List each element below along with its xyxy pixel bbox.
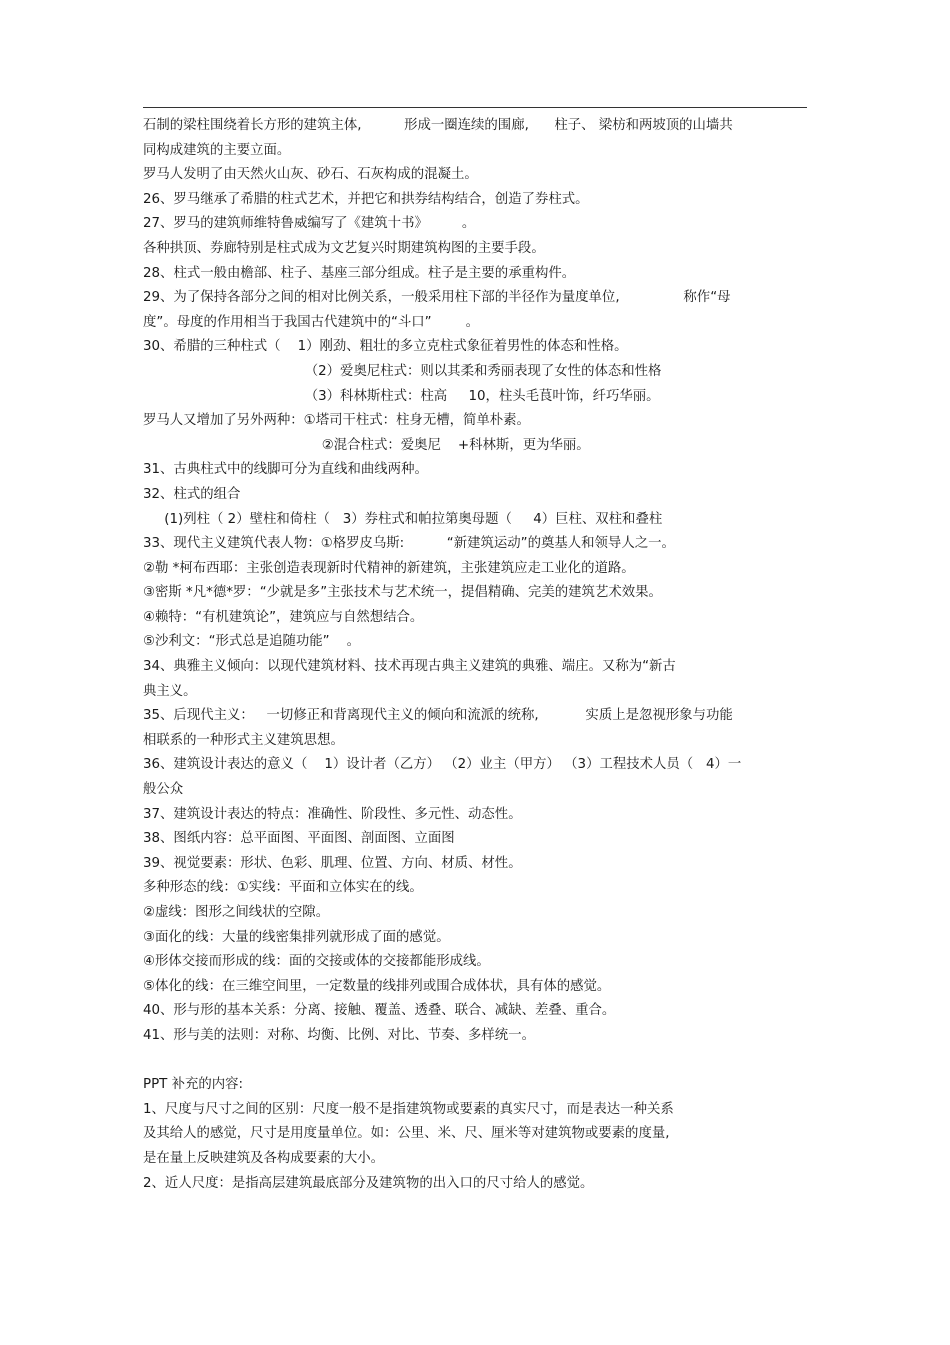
text-line: 31、古典柱式中的线脚可分为直线和曲线两种。 [143, 462, 428, 478]
text-line: 38、图纸内容：总平面图、平面图、剖面图、立面图 [143, 831, 455, 847]
text-line: 同构成建筑的主要立面。 [143, 142, 291, 158]
text-line: 34、典雅主义倾向：以现代建筑材料、技术再现古典主义建筑的典雅、端庄。又称为“新古 [143, 659, 676, 675]
text-line: 石制的梁柱围绕着长方形的建筑主体, 形成一圈连续的围廊, 柱子、 梁枋和两坡顶的山墙共 [143, 118, 733, 133]
text-line: 29、为了保持各部分之间的相对比例关系，一般采用柱下部的半径作为量度单位, 称作“母 [143, 290, 731, 306]
text-line: 相联系的一种形式主义建筑思想。 [143, 732, 344, 748]
text-line: ③面化的线：大量的线密集排列就形成了面的感觉。 [143, 929, 450, 945]
text-line: 罗马人发明了由天然火山灰、砂石、石灰构成的混凝土。 [143, 167, 478, 183]
text-line: ②勒 *柯布西耶：主张创造表现新时代精神的新建筑，主张建筑应走工业化的道路。 [143, 560, 635, 576]
text-line: ②虚线：图形之间线状的空隙。 [143, 905, 330, 920]
text-line: （3）科林斯柱式：柱高 10，柱头毛茛叶饰，纤巧华丽。 [143, 388, 660, 404]
text-line: ④赖特：“有机建筑论”，建筑应与自然想结合。 [143, 609, 424, 625]
text-line: 32、柱式的组合 [143, 486, 241, 502]
text-line: 多种形态的线：①实线：平面和立体实在的线。 [143, 880, 423, 896]
text-line: 36、建筑设计表达的意义（ 1）设计者（乙方） （2）业主（甲方） （3）工程技术人员（ 4）一 [143, 757, 742, 773]
text-line: 度”。母度的作用相当于我国古代建筑中的“斗口” 。 [143, 314, 480, 330]
text-line: 37、建筑设计表达的特点：准确性、阶段性、多元性、动态性。 [143, 806, 522, 822]
text-line: 33、现代主义建筑代表人物：①格罗皮乌斯: “新建筑运动”的奠基人和领导人之一。 [143, 536, 675, 552]
text-line: 是在量上反映建筑及各构成要素的大小。 [143, 1150, 385, 1166]
text-line: 39、视觉要素：形状、色彩、肌理、位置、方向、材质、材性。 [143, 855, 522, 871]
text-line: (1)列柱（ 2）壁柱和倚柱（ 3）券柱式和帕拉第奥母题（ 4）巨柱、双柱和叠柱 [143, 511, 663, 527]
text-line: ④形体交接而形成的线：面的交接或体的交接都能形成线。 [143, 954, 490, 970]
text-line: 28、柱式一般由檐部、柱子、基座三部分组成。柱子是主要的承重构件。 [143, 265, 576, 281]
blank-line [143, 1049, 807, 1074]
text-line: 罗马人又增加了另外两种：①塔司干柱式：柱身无槽，简单朴素。 [143, 413, 530, 429]
text-line: 41、形与美的法则：对称、均衡、比例、对比、节奏、多样统一。 [143, 1027, 535, 1043]
text-line: ②混合柱式：爱奥尼 +科林斯，更为华丽。 [143, 437, 590, 453]
text-line: 35、后现代主义： 一切修正和背离现代主义的倾向和流派的统称, 实质上是忽视形象与功能 [143, 708, 733, 724]
text-line: 1、尺度与尺寸之间的区别：尺度一般不是指建筑物或要素的真实尺寸，而是表达一种关系 [143, 1101, 674, 1117]
text-line: ⑤沙利文：“形式总是追随功能” 。 [143, 634, 360, 650]
text-line: （2）爱奥尼柱式：则以其柔和秀丽表现了女性的体态和性格 [143, 363, 662, 379]
text-line: 27、罗马的建筑师维特鲁威编写了《建筑十书》 。 [143, 216, 476, 232]
text-line: 各种拱顶、券廊特别是柱式成为文艺复兴时期建筑构图的主要手段。 [143, 240, 545, 256]
text-line: 2、近人尺度：是指高层建筑最底部分及建筑物的出入口的尺寸给人的感觉。 [143, 1175, 594, 1191]
text-line: 及其给人的感觉，尺寸是用度量单位。如：公里、米、尺、厘米等对建筑物或要素的度量, [143, 1126, 670, 1142]
text-line: 典主义。 [143, 683, 197, 699]
text-line: 般公众 [143, 782, 184, 798]
document-body [143, 114, 807, 1196]
text-line: 30、希腊的三种柱式（ 1）刚劲、粗壮的多立克柱式象征着男性的体态和性格。 [143, 339, 628, 355]
text-line: ⑤体化的线：在三维空间里，一定数量的线排列或围合成体状，具有体的感觉。 [143, 978, 611, 994]
text-line: 40、形与形的基本关系：分离、接触、覆盖、透叠、联合、减缺、差叠、重合。 [143, 1003, 616, 1019]
text-line: 26、罗马继承了希腊的柱式艺术，并把它和拱券结构结合，创造了券柱式。 [143, 191, 589, 207]
header-rule [143, 107, 807, 108]
text-line: PPT 补充的内容: [143, 1077, 244, 1093]
text-line: ③密斯 *凡*德*罗：“少就是多”主张技术与艺术统一，提倡精确、完美的建筑艺术效果。 [143, 585, 662, 601]
